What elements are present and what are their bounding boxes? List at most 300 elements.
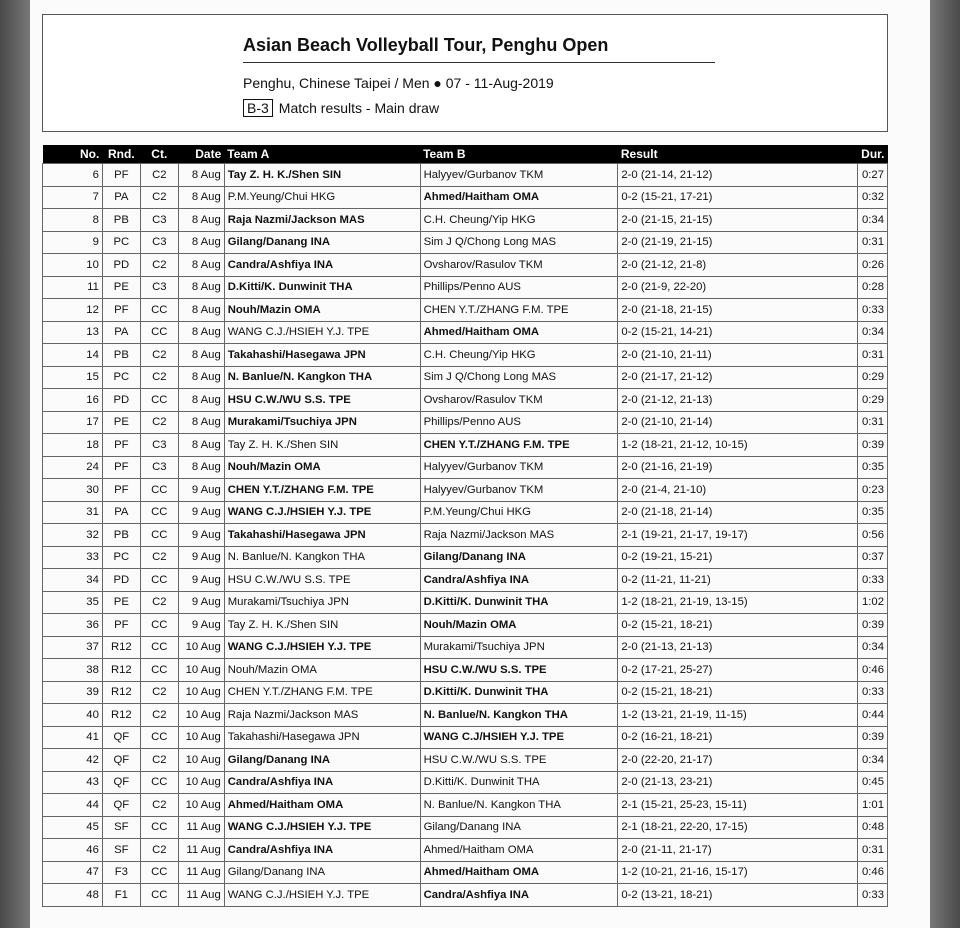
cell-team-b: Gilang/Danang INA (420, 816, 618, 839)
cell-date: 9 Aug (178, 501, 224, 524)
cell-team-a: Tay Z. H. K./Shen SIN (224, 614, 420, 637)
cell-round: PF (102, 479, 140, 502)
section-title: Match results - Main draw (278, 100, 440, 116)
cell-date: 9 Aug (178, 591, 224, 614)
cell-team-a: Nouh/Mazin OMA (224, 659, 420, 682)
cell-team-a: Takahashi/Hasegawa JPN (224, 344, 420, 367)
cell-duration: 0:34 (857, 749, 887, 772)
cell-round: PB (102, 524, 140, 547)
cell-team-b: D.Kitti/K. Dunwinit THA (420, 591, 618, 614)
title-divider (243, 62, 715, 63)
table-row (43, 164, 888, 187)
cell-round: SF (102, 839, 140, 862)
cell-result: 0-2 (15-21, 17-21) (618, 186, 858, 209)
cell-date: 11 Aug (178, 816, 224, 839)
col-header-round: Rnd. (102, 145, 140, 164)
cell-team-a: HSU C.W./WU S.S. TPE (224, 389, 420, 412)
table-row (43, 704, 888, 727)
cell-match-number: 31 (43, 501, 103, 524)
cell-date: 8 Aug (178, 389, 224, 412)
cell-court: CC (140, 636, 178, 659)
cell-date: 11 Aug (178, 861, 224, 884)
cell-match-number: 40 (43, 704, 103, 727)
cell-date: 9 Aug (178, 479, 224, 502)
cell-duration: 0:48 (857, 816, 887, 839)
cell-duration: 0:33 (857, 299, 887, 322)
cell-team-a: N. Banlue/N. Kangkon THA (224, 366, 420, 389)
cell-round: QF (102, 749, 140, 772)
cell-team-b: Sim J Q/Chong Long MAS (420, 366, 618, 389)
table-row (43, 209, 888, 232)
cell-team-b: Halyyev/Gurbanov TKM (420, 479, 618, 502)
cell-date: 11 Aug (178, 839, 224, 862)
cell-team-b: HSU C.W./WU S.S. TPE (420, 749, 618, 772)
cell-result: 1-2 (18-21, 21-12, 10-15) (618, 434, 858, 457)
table-row (43, 501, 888, 524)
cell-result: 2-0 (21-16, 21-19) (618, 456, 858, 479)
cell-team-a: Candra/Ashfiya INA (224, 254, 420, 277)
cell-match-number: 35 (43, 591, 103, 614)
cell-date: 8 Aug (178, 434, 224, 457)
cell-match-number: 12 (43, 299, 103, 322)
table-row (43, 861, 888, 884)
cell-match-number: 37 (43, 636, 103, 659)
cell-date: 9 Aug (178, 546, 224, 569)
cell-duration: 0:27 (857, 164, 887, 187)
cell-team-b: HSU C.W./WU S.S. TPE (420, 659, 618, 682)
cell-date: 8 Aug (178, 164, 224, 187)
cell-round: R12 (102, 659, 140, 682)
cell-duration: 0:46 (857, 659, 887, 682)
cell-result: 2-0 (21-19, 21-15) (618, 231, 858, 254)
cell-team-b: Halyyev/Gurbanov TKM (420, 456, 618, 479)
cell-result: 1-2 (18-21, 21-19, 13-15) (618, 591, 858, 614)
cell-team-a: WANG C.J./HSIEH Y.J. TPE (224, 321, 420, 344)
col-header-result: Result (618, 145, 858, 164)
cell-round: PC (102, 546, 140, 569)
col-header-team-b: Team B (420, 145, 618, 164)
cell-round: PF (102, 164, 140, 187)
cell-result: 0-2 (17-21, 25-27) (618, 659, 858, 682)
cell-team-a: HSU C.W./WU S.S. TPE (224, 569, 420, 592)
cell-court: C2 (140, 749, 178, 772)
cell-court: C2 (140, 546, 178, 569)
cell-date: 8 Aug (178, 366, 224, 389)
cell-match-number: 14 (43, 344, 103, 367)
cell-court: CC (140, 569, 178, 592)
cell-date: 10 Aug (178, 659, 224, 682)
table-row (43, 389, 888, 412)
cell-date: 10 Aug (178, 771, 224, 794)
col-header-duration: Dur. (857, 145, 887, 164)
cell-round: R12 (102, 636, 140, 659)
section-tag (243, 99, 439, 117)
cell-match-number: 13 (43, 321, 103, 344)
table-row (43, 276, 888, 299)
cell-team-b: Murakami/Tsuchiya JPN (420, 636, 618, 659)
table-row (43, 434, 888, 457)
table-row (43, 681, 888, 704)
cell-match-number: 41 (43, 726, 103, 749)
cell-court: C2 (140, 681, 178, 704)
cell-round: F1 (102, 884, 140, 907)
cell-result: 2-0 (21-10, 21-11) (618, 344, 858, 367)
cell-team-b: P.M.Yeung/Chui HKG (420, 501, 618, 524)
cell-round: PA (102, 321, 140, 344)
table-row (43, 659, 888, 682)
cell-team-a: Candra/Ashfiya INA (224, 771, 420, 794)
cell-team-a: CHEN Y.T./ZHANG F.M. TPE (224, 681, 420, 704)
cell-team-b: C.H. Cheung/Yip HKG (420, 209, 618, 232)
cell-team-b: Ahmed/Haitham OMA (420, 861, 618, 884)
cell-team-a: Takahashi/Hasegawa JPN (224, 524, 420, 547)
cell-round: PD (102, 254, 140, 277)
cell-match-number: 10 (43, 254, 103, 277)
cell-round: PC (102, 366, 140, 389)
cell-match-number: 9 (43, 231, 103, 254)
cell-match-number: 8 (43, 209, 103, 232)
cell-duration: 0:28 (857, 276, 887, 299)
cell-date: 8 Aug (178, 411, 224, 434)
cell-date: 10 Aug (178, 681, 224, 704)
cell-result: 2-0 (21-15, 21-15) (618, 209, 858, 232)
cell-match-number: 48 (43, 884, 103, 907)
col-header-court: Ct. (140, 145, 178, 164)
cell-date: 10 Aug (178, 749, 224, 772)
cell-court: CC (140, 816, 178, 839)
table-row (43, 186, 888, 209)
cell-court: C2 (140, 704, 178, 727)
cell-duration: 0:34 (857, 209, 887, 232)
cell-court: C3 (140, 209, 178, 232)
cell-team-a: D.Kitti/K. Dunwinit THA (224, 276, 420, 299)
cell-court: CC (140, 479, 178, 502)
cell-court: C2 (140, 794, 178, 817)
col-header-no: No. (43, 145, 103, 164)
cell-team-b: CHEN Y.T./ZHANG F.M. TPE (420, 434, 618, 457)
document-title: Asian Beach Volleyball Tour, Penghu Open (243, 35, 609, 55)
cell-result: 2-0 (21-12, 21-13) (618, 389, 858, 412)
cell-duration: 0:39 (857, 614, 887, 637)
cell-round: PB (102, 344, 140, 367)
cell-round: SF (102, 816, 140, 839)
table-row (43, 254, 888, 277)
table-row (43, 344, 888, 367)
cell-team-b: Raja Nazmi/Jackson MAS (420, 524, 618, 547)
table-row (43, 546, 888, 569)
cell-result: 1-2 (10-21, 21-16, 15-17) (618, 861, 858, 884)
cell-duration: 0:33 (857, 884, 887, 907)
cell-team-b: Phillips/Penno AUS (420, 276, 618, 299)
cell-team-b: N. Banlue/N. Kangkon THA (420, 704, 618, 727)
cell-result: 0-2 (13-21, 18-21) (618, 884, 858, 907)
table-row (43, 614, 888, 637)
cell-court: C2 (140, 344, 178, 367)
cell-team-a: Gilang/Danang INA (224, 749, 420, 772)
cell-date: 10 Aug (178, 794, 224, 817)
event-subtitle: Penghu, Chinese Taipei / Men ● 07 - 11-Aug-2019 (243, 75, 554, 91)
cell-duration: 0:46 (857, 861, 887, 884)
cell-team-a: Nouh/Mazin OMA (224, 299, 420, 322)
cell-result: 2-0 (21-13, 21-13) (618, 636, 858, 659)
cell-duration: 0:29 (857, 389, 887, 412)
cell-result: 0-2 (19-21, 15-21) (618, 546, 858, 569)
cell-duration: 0:34 (857, 321, 887, 344)
cell-duration: 0:33 (857, 569, 887, 592)
cell-duration: 0:29 (857, 366, 887, 389)
cell-result: 2-0 (22-20, 21-17) (618, 749, 858, 772)
cell-team-b: D.Kitti/K. Dunwinit THA (420, 681, 618, 704)
cell-court: CC (140, 884, 178, 907)
cell-court: C2 (140, 164, 178, 187)
cell-duration: 0:35 (857, 501, 887, 524)
cell-duration: 0:31 (857, 839, 887, 862)
cell-result: 0-2 (15-21, 14-21) (618, 321, 858, 344)
cell-date: 8 Aug (178, 209, 224, 232)
left-shadow (0, 0, 30, 928)
cell-team-b: Sim J Q/Chong Long MAS (420, 231, 618, 254)
cell-duration: 0:34 (857, 636, 887, 659)
table-row (43, 569, 888, 592)
cell-round: QF (102, 726, 140, 749)
cell-team-b: WANG C.J/HSIEH Y.J. TPE (420, 726, 618, 749)
cell-duration: 0:33 (857, 681, 887, 704)
cell-court: C3 (140, 434, 178, 457)
cell-team-a: Gilang/Danang INA (224, 861, 420, 884)
cell-match-number: 33 (43, 546, 103, 569)
cell-duration: 0:31 (857, 231, 887, 254)
cell-team-a: CHEN Y.T./ZHANG F.M. TPE (224, 479, 420, 502)
cell-duration: 0:39 (857, 726, 887, 749)
cell-team-b: Candra/Ashfiya INA (420, 884, 618, 907)
cell-match-number: 6 (43, 164, 103, 187)
cell-team-a: WANG C.J./HSIEH Y.J. TPE (224, 884, 420, 907)
cell-team-b: Ovsharov/Rasulov TKM (420, 389, 618, 412)
cell-match-number: 16 (43, 389, 103, 412)
cell-court: C2 (140, 591, 178, 614)
cell-team-a: Candra/Ashfiya INA (224, 839, 420, 862)
table-row (43, 231, 888, 254)
cell-team-b: Ahmed/Haitham OMA (420, 321, 618, 344)
cell-team-b: Phillips/Penno AUS (420, 411, 618, 434)
cell-date: 8 Aug (178, 186, 224, 209)
cell-court: CC (140, 861, 178, 884)
cell-result: 0-2 (15-21, 18-21) (618, 681, 858, 704)
cell-round: PE (102, 276, 140, 299)
cell-court: C3 (140, 231, 178, 254)
cell-team-a: Raja Nazmi/Jackson MAS (224, 209, 420, 232)
cell-team-b: Halyyev/Gurbanov TKM (420, 164, 618, 187)
cell-team-a: Tay Z. H. K./Shen SIN (224, 164, 420, 187)
table-row (43, 816, 888, 839)
table-row (43, 299, 888, 322)
cell-court: CC (140, 659, 178, 682)
cell-team-a: Gilang/Danang INA (224, 231, 420, 254)
cell-duration: 0:26 (857, 254, 887, 277)
cell-court: C2 (140, 366, 178, 389)
cell-result: 2-0 (21-4, 21-10) (618, 479, 858, 502)
cell-court: C3 (140, 276, 178, 299)
cell-team-a: Ahmed/Haitham OMA (224, 794, 420, 817)
table-row (43, 636, 888, 659)
cell-team-a: WANG C.J./HSIEH Y.J. TPE (224, 816, 420, 839)
cell-round: QF (102, 794, 140, 817)
cell-date: 8 Aug (178, 254, 224, 277)
cell-result: 2-0 (21-17, 21-12) (618, 366, 858, 389)
cell-result: 2-1 (19-21, 21-17, 19-17) (618, 524, 858, 547)
results-table (42, 145, 888, 907)
cell-round: PA (102, 501, 140, 524)
cell-match-number: 7 (43, 186, 103, 209)
table-row (43, 726, 888, 749)
cell-date: 8 Aug (178, 299, 224, 322)
cell-court: C3 (140, 456, 178, 479)
cell-team-b: Ahmed/Haitham OMA (420, 186, 618, 209)
cell-match-number: 15 (43, 366, 103, 389)
cell-date: 9 Aug (178, 569, 224, 592)
table-row (43, 771, 888, 794)
cell-round: PE (102, 591, 140, 614)
cell-date: 8 Aug (178, 231, 224, 254)
cell-result: 2-0 (21-10, 21-14) (618, 411, 858, 434)
cell-duration: 0:39 (857, 434, 887, 457)
cell-duration: 0:45 (857, 771, 887, 794)
cell-result: 2-0 (21-18, 21-14) (618, 501, 858, 524)
cell-match-number: 43 (43, 771, 103, 794)
table-row (43, 411, 888, 434)
cell-round: PF (102, 299, 140, 322)
cell-result: 0-2 (11-21, 11-21) (618, 569, 858, 592)
cell-result: 2-0 (21-13, 23-21) (618, 771, 858, 794)
cell-match-number: 30 (43, 479, 103, 502)
cell-match-number: 47 (43, 861, 103, 884)
cell-duration: 0:31 (857, 344, 887, 367)
cell-court: CC (140, 614, 178, 637)
table-row (43, 479, 888, 502)
cell-court: CC (140, 501, 178, 524)
cell-court: CC (140, 726, 178, 749)
table-row (43, 839, 888, 862)
cell-result: 0-2 (16-21, 18-21) (618, 726, 858, 749)
cell-round: PF (102, 434, 140, 457)
cell-team-a: WANG C.J./HSIEH Y.J. TPE (224, 501, 420, 524)
cell-team-b: Candra/Ashfiya INA (420, 569, 618, 592)
cell-match-number: 24 (43, 456, 103, 479)
cell-team-b: N. Banlue/N. Kangkon THA (420, 794, 618, 817)
cell-team-b: Ahmed/Haitham OMA (420, 839, 618, 862)
cell-duration: 0:37 (857, 546, 887, 569)
cell-team-a: Nouh/Mazin OMA (224, 456, 420, 479)
table-row (43, 366, 888, 389)
cell-team-a: P.M.Yeung/Chui HKG (224, 186, 420, 209)
col-header-date: Date (178, 145, 224, 164)
cell-team-a: Murakami/Tsuchiya JPN (224, 591, 420, 614)
cell-date: 11 Aug (178, 884, 224, 907)
col-header-team-a: Team A (224, 145, 420, 164)
cell-result: 2-0 (21-11, 21-17) (618, 839, 858, 862)
table-row (43, 884, 888, 907)
section-code: B-3 (243, 99, 273, 117)
table-row (43, 524, 888, 547)
cell-date: 9 Aug (178, 614, 224, 637)
table-row (43, 749, 888, 772)
cell-round: PF (102, 614, 140, 637)
cell-round: PF (102, 456, 140, 479)
cell-result: 2-0 (21-12, 21-8) (618, 254, 858, 277)
cell-duration: 0:35 (857, 456, 887, 479)
right-shadow (930, 0, 960, 928)
cell-date: 8 Aug (178, 344, 224, 367)
cell-result: 2-1 (18-21, 22-20, 17-15) (618, 816, 858, 839)
cell-match-number: 32 (43, 524, 103, 547)
cell-round: QF (102, 771, 140, 794)
cell-match-number: 11 (43, 276, 103, 299)
cell-team-b: Gilang/Danang INA (420, 546, 618, 569)
cell-match-number: 42 (43, 749, 103, 772)
cell-round: R12 (102, 681, 140, 704)
cell-round: PD (102, 569, 140, 592)
cell-date: 9 Aug (178, 524, 224, 547)
cell-team-b: Nouh/Mazin OMA (420, 614, 618, 637)
cell-duration: 0:56 (857, 524, 887, 547)
cell-result: 2-0 (21-9, 22-20) (618, 276, 858, 299)
cell-match-number: 17 (43, 411, 103, 434)
cell-date: 10 Aug (178, 726, 224, 749)
table-row (43, 321, 888, 344)
cell-team-a: WANG C.J./HSIEH Y.J. TPE (224, 636, 420, 659)
cell-round: PA (102, 186, 140, 209)
cell-result: 2-1 (15-21, 25-23, 15-11) (618, 794, 858, 817)
cell-match-number: 18 (43, 434, 103, 457)
cell-round: PC (102, 231, 140, 254)
cell-team-b: D.Kitti/K. Dunwinit THA (420, 771, 618, 794)
cell-round: PB (102, 209, 140, 232)
cell-court: CC (140, 389, 178, 412)
cell-court: CC (140, 771, 178, 794)
cell-match-number: 38 (43, 659, 103, 682)
header-box (42, 14, 888, 132)
cell-team-b: Ovsharov/Rasulov TKM (420, 254, 618, 277)
cell-result: 1-2 (13-21, 21-19, 11-15) (618, 704, 858, 727)
cell-duration: 0:44 (857, 704, 887, 727)
cell-round: F3 (102, 861, 140, 884)
cell-round: PE (102, 411, 140, 434)
cell-duration: 0:31 (857, 411, 887, 434)
cell-team-a: Murakami/Tsuchiya JPN (224, 411, 420, 434)
cell-court: CC (140, 299, 178, 322)
cell-team-a: Takahashi/Hasegawa JPN (224, 726, 420, 749)
cell-court: C2 (140, 839, 178, 862)
cell-match-number: 36 (43, 614, 103, 637)
table-row (43, 591, 888, 614)
cell-court: C2 (140, 254, 178, 277)
cell-date: 8 Aug (178, 276, 224, 299)
table-row (43, 794, 888, 817)
cell-result: 0-2 (15-21, 18-21) (618, 614, 858, 637)
cell-team-a: Tay Z. H. K./Shen SIN (224, 434, 420, 457)
cell-court: C2 (140, 186, 178, 209)
cell-match-number: 34 (43, 569, 103, 592)
cell-date: 10 Aug (178, 636, 224, 659)
cell-result: 2-0 (21-18, 21-15) (618, 299, 858, 322)
cell-duration: 0:32 (857, 186, 887, 209)
table-header-row (43, 145, 888, 164)
cell-match-number: 46 (43, 839, 103, 862)
cell-duration: 1:01 (857, 794, 887, 817)
cell-team-a: N. Banlue/N. Kangkon THA (224, 546, 420, 569)
cell-result: 2-0 (21-14, 21-12) (618, 164, 858, 187)
cell-match-number: 39 (43, 681, 103, 704)
